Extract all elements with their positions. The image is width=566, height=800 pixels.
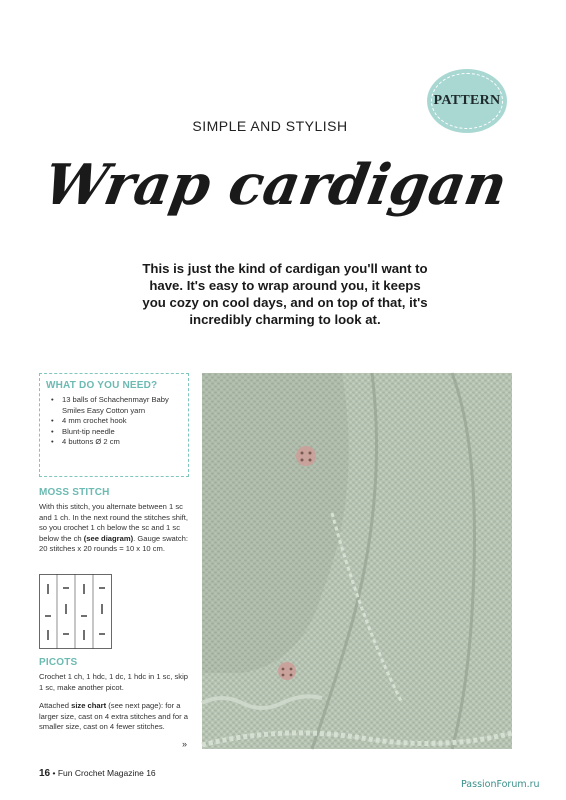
button-icon: [278, 662, 296, 680]
kicker: SIMPLE AND STYLISH: [192, 118, 348, 134]
list-item: • 4 mm crochet hook: [46, 416, 182, 427]
see-diagram-link: (see diagram): [83, 533, 134, 543]
what-you-need-box: [39, 373, 189, 477]
picots-title: PICOTS: [39, 657, 78, 668]
materials-list: [46, 395, 182, 448]
moss-text-1: With this stitch, you alternate between 1 sc and 1 ch. In the next round the stitches shift, so you crochet 1 ch below the sc and 1 sc below the ch: [39, 502, 189, 543]
continue-arrow: »: [182, 739, 188, 749]
picots-section: [39, 657, 189, 693]
moss-text-2: . Gauge swatch: 20 stitches x 20 rounds = 10 x 10 cm.: [39, 533, 189, 554]
cardigan-photo: [202, 373, 512, 749]
magazine-name: Fun Crochet Magazine 16: [57, 768, 156, 778]
moss-stitch-section: [39, 487, 189, 555]
page-title-text: Wrap cardigan: [39, 152, 512, 218]
pattern-badge-label: PATTERN: [433, 93, 501, 108]
moss-stitch-title: MOSS STITCH: [39, 487, 110, 498]
size-pre: Attached: [39, 701, 72, 710]
footer-bullet: •: [52, 768, 56, 778]
intro-text: This is just the kind of cardigan you'll want to have. It's easy to wrap around you, it keeps you cozy on cool days, and on top of that, it's incredibly charming to look at.: [142, 261, 428, 328]
size-chart-note: [39, 701, 189, 733]
picots-text: Crochet 1 ch, 1 hdc, 1 dc, 1 hdc in 1 sc, skip 1 sc, make another picot.: [39, 672, 188, 692]
page-number: 16: [39, 768, 51, 779]
list-item: • 13 balls of Schachenmayr Baby Smiles Easy Cotton yarn: [46, 395, 182, 416]
page-title: [39, 142, 512, 232]
size-post: (see next page): for a larger size, cast on 4 extra stitches and for a smaller size, cast on 4 fewer stitches.: [39, 701, 188, 732]
size-chart-link: size chart: [71, 701, 107, 710]
stitch-diagram: [39, 574, 112, 649]
list-item: • 4 buttons Ø 2 cm: [46, 437, 182, 448]
list-item: • Blunt-tip needle: [46, 427, 182, 438]
what-you-need-title: WHAT DO YOU NEED?: [46, 380, 158, 391]
moss-stitch-text: [39, 502, 189, 555]
page-footer: [39, 768, 156, 779]
button-icon: [296, 446, 316, 466]
watermark: PassionForum.ru: [461, 779, 540, 790]
